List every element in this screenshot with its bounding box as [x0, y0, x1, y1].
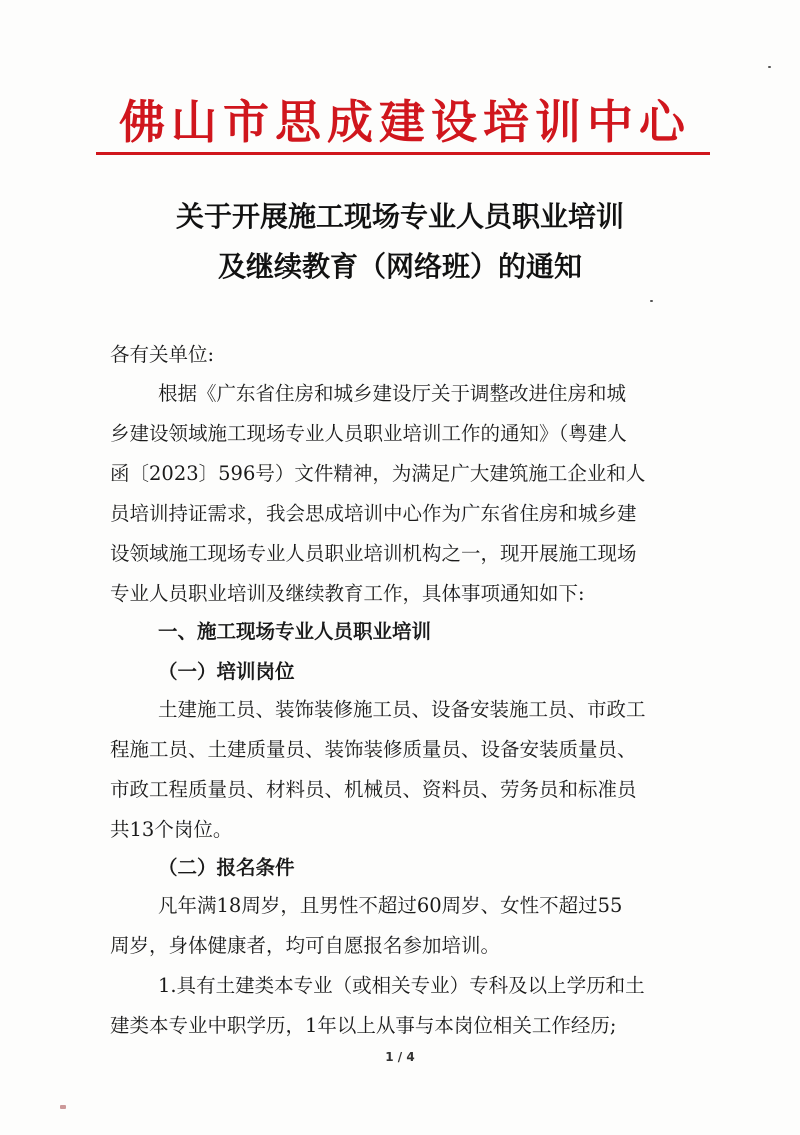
intro-line: 设领域施工现场专业人员职业培训机构之一，现开展施工现场: [110, 542, 637, 565]
title-line-2: 及继续教育（网络班）的通知: [217, 250, 582, 283]
intro-line: 专业人员职业培训及继续教育工作，具体事项通知如下:: [110, 582, 585, 605]
title-line-1: 关于开展施工现场专业人员职业培训: [175, 200, 624, 233]
intro-line: 员培训持证需求，我会思成培训中心作为广东省住房和城乡建: [110, 502, 637, 525]
scan-speck: [650, 300, 653, 302]
positions-line: 土建施工员、装饰装修施工员、设备安装施工员、市政工: [158, 698, 646, 721]
salutation: 各有关单位:: [110, 343, 215, 366]
subsection-1-heading: （一）培训岗位: [158, 660, 295, 683]
positions-line: 市政工程质量员、材料员、机械员、资料员、劳务员和标准员: [110, 778, 637, 801]
page-number: 1 / 4: [385, 1050, 415, 1064]
condition-line: 建类本专业中职学历，1年以上从事与本岗位相关工作经历;: [110, 1014, 617, 1037]
document-body: [110, 0, 700, 1135]
requirements-line: 周岁，身体健康者，均可自愿报名参加培训。: [110, 934, 501, 957]
scan-speck: [768, 66, 771, 68]
subsection-2-heading: （二）报名条件: [158, 856, 295, 879]
section-1-heading: 一、施工现场专业人员职业培训: [158, 620, 432, 643]
positions-line: 共13个岗位。: [110, 818, 233, 841]
organization-header: 佛山市思成建设培训中心: [119, 95, 691, 149]
condition-line: 1.具有土建类本专业（或相关专业）专科及以上学历和土: [158, 974, 645, 997]
positions-line: 程施工员、土建质量员、装饰装修质量员、设备安装质量员、: [110, 738, 637, 761]
intro-line: 乡建设领域施工现场专业人员职业培训工作的通知》（粤建人: [110, 422, 627, 445]
scan-speck: [60, 1105, 66, 1109]
requirements-line: 凡年满18周岁，且男性不超过60周岁、女性不超过55: [158, 894, 623, 917]
intro-line: 根据《广东省住房和城乡建设厅关于调整改进住房和城: [158, 382, 627, 405]
intro-line: 函〔2023〕596号）文件精神，为满足广大建筑施工企业和人: [110, 462, 646, 485]
